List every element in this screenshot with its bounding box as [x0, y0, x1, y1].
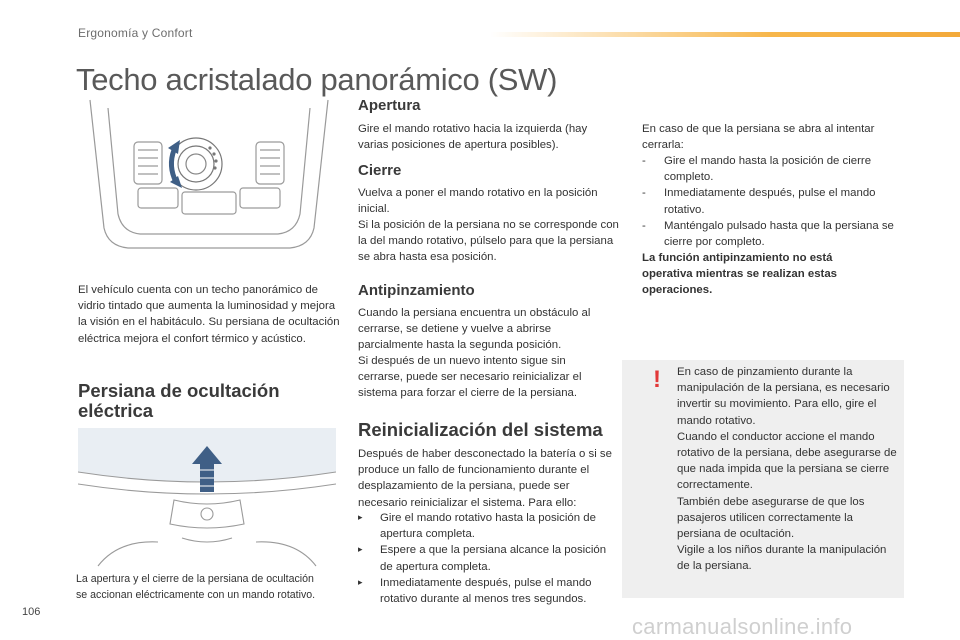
- roof-console-illustration: [78, 96, 340, 272]
- illustration-caption: [76, 572, 340, 603]
- warning-paragraph-4: Vigile a los niños durante la manipulación de la persiana.: [677, 544, 887, 573]
- step-marker: ▸: [358, 577, 363, 588]
- list-item: [642, 218, 904, 250]
- antipinzamiento-text-2: Si después de un nuevo intento sigue sin cerrarse, puede ser necesario reinicializar el sistema para forzar el cierre de la persiana.: [358, 355, 582, 400]
- list-item: [358, 542, 620, 574]
- section-label: Ergonomía y Confort: [78, 26, 193, 40]
- warning-icon: !: [653, 366, 661, 393]
- list-item: [642, 153, 904, 185]
- step-marker: ▸: [358, 545, 363, 556]
- persiana-heading: [78, 381, 340, 421]
- reinicializacion-steps: [358, 510, 620, 607]
- roof-console-drawing: [78, 96, 340, 272]
- step-text: Manténgalo pulsado hasta que la persiana se cierre por completo.: [664, 219, 894, 249]
- col3-intro: En caso de que la persiana se abra al intentar cerrarla:: [642, 123, 875, 152]
- warning-paragraph-1: En caso de pinzamiento durante la manipulación de la persiana, es necesario invertir su movimiento. Para ello, gire el mando rotativo.: [677, 366, 890, 427]
- step-marker: ▸: [358, 513, 363, 523]
- header-accent-bar: [490, 32, 960, 37]
- warning-paragraph-2: Cuando el conductor accione el mando rotativo de la persiana, debe asegurarse de que nada impida que la persiana se cierre correctamente.: [677, 430, 897, 492]
- list-item: [642, 185, 904, 217]
- panoramic-roof-drawing: [78, 428, 336, 568]
- warning-paragraph-3: También debe asegurarse de que los pasajeros utilicen correctamente la persiana de ocultación.: [677, 495, 865, 541]
- antipinzamiento-heading: Antipinzamiento: [358, 282, 475, 299]
- warning-text: [677, 364, 899, 575]
- antipinzamiento-text-1: Cuando la persiana encuentra un obstáculo al cerrarse, se detiene y vuelve a abrirse parcialmente hasta la segunda posición.: [358, 307, 591, 352]
- persiana-heading-line2: eléctrica: [78, 400, 154, 421]
- cierre-text-2: Si la posición de la persiana no se corresponde con la del mando rotativo, púlselo para que la persiana se abra hasta esa posición.: [358, 219, 619, 264]
- caption-line1: La apertura y el cierre de la persiana de ocultación: [76, 573, 314, 585]
- step-text: Gire el mando rotativo hasta la posición de apertura completa.: [380, 512, 596, 541]
- reinicializacion-heading: Reinicialización del sistema: [358, 419, 603, 440]
- watermark: carmanualsonline.info: [632, 614, 853, 639]
- page-title: Techo acristalado panorámico (SW): [76, 62, 558, 97]
- step-marker: -: [642, 219, 646, 232]
- step-marker: -: [642, 187, 646, 200]
- step-text: Inmediatamente después, pulse el mando rotativo durante al menos tres segundos.: [380, 576, 592, 606]
- step-text: Espere a que la persiana alcance la posición de apertura completa.: [380, 544, 607, 573]
- intro-paragraph: El vehículo cuenta con un techo panorámico de vidrio tintado que aumenta la luminosidad y mejora la visión en el habitáculo. Su persiana de ocultación eléctrica mejora el confort térmico y acústico.: [78, 284, 340, 345]
- antipinzamiento-note: La función antipinzamiento no está operativa mientras se realizan estas operaciones.: [642, 252, 838, 297]
- cierre-heading: Cierre: [358, 162, 402, 179]
- page-number: 106: [22, 606, 41, 618]
- step-text: Inmediatamente después, pulse el mando rotativo.: [664, 187, 876, 216]
- apertura-text: Gire el mando rotativo hacia la izquierda (hay varias posiciones de apertura posibles).: [358, 123, 588, 152]
- list-item: [358, 575, 620, 607]
- cierre-text-1: Vuelva a poner el mando rotativo en la posición inicial.: [358, 187, 598, 216]
- caption-line2: se accionan eléctricamente con un mando rotativo.: [76, 588, 316, 601]
- step-text: Gire el mando hasta la posición de cierre completo.: [664, 155, 872, 184]
- col3-steps: [642, 153, 904, 250]
- list-item: [358, 510, 620, 542]
- step-marker: -: [642, 155, 646, 167]
- panoramic-roof-illustration: [78, 428, 336, 568]
- persiana-heading-line1: Persiana de ocultación: [78, 380, 280, 401]
- apertura-heading: Apertura: [358, 97, 421, 114]
- reinicializacion-text: Después de haber desconectado la batería o si se produce un fallo de funcionamiento durante el desplazamiento de la persiana, puede ser necesario reinicializar el sistema. Para ello:: [358, 448, 612, 509]
